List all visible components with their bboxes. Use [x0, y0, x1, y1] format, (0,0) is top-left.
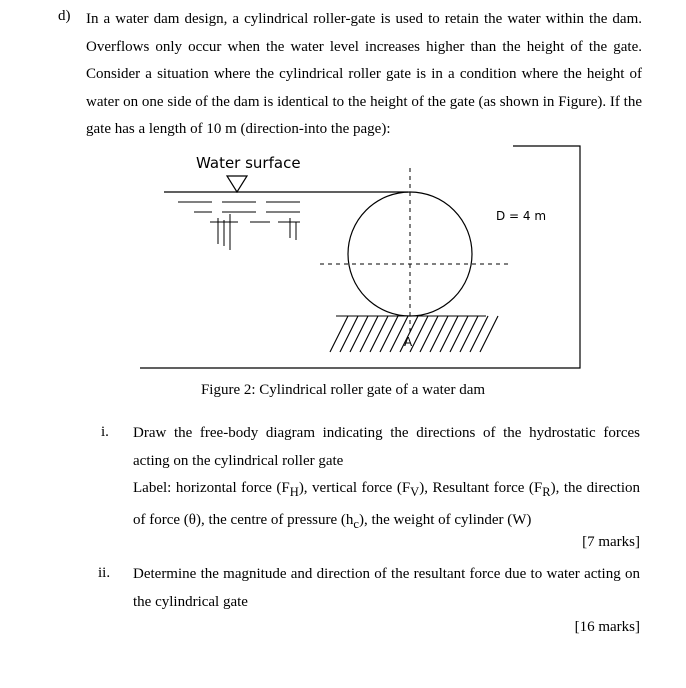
ground-hatch	[330, 316, 498, 352]
figure-caption: Figure 2: Cylindrical roller gate of a water dam	[200, 382, 486, 398]
water-surface-marker-icon	[227, 176, 247, 192]
subquestion-i-marks: [7 marks]	[582, 534, 640, 550]
question-label: d)	[58, 8, 71, 24]
water-surface-label: Water surface	[196, 154, 301, 172]
subquestion-ii-label: ii.	[98, 565, 111, 581]
question-text: In a water dam design, a cylindrical roller-gate is used to retain the water within the dam. Overflows only occur when the water level increases higher than the height of the gate. Consider a situation where the cylindrical roller gate is in a condition where the height of water on one side of the dam is identical to the height of the gate (as shown in Figure). If the gate has a length of 10 m (direction-into the page):	[86, 11, 642, 137]
water-depth-ticks	[218, 214, 296, 250]
water-hatch	[178, 202, 300, 222]
subquestion-i-line-2: Label: horizontal force $(F_H)$, vertical force $(F_V)$, Resultant force $(F_R)$, the direction of force (θ), the centre of pressure $(h_c)$, the weight of cylinder (W)	[133, 480, 640, 531]
dam-boundary	[140, 146, 580, 368]
point-a-label: A	[404, 335, 413, 349]
subquestion-ii-marks: [16 marks]	[574, 619, 640, 635]
roller-gate-figure	[140, 140, 585, 380]
diameter-label: D = 4 m	[496, 209, 547, 223]
subquestion-i-label: i.	[101, 424, 109, 440]
roller-gate-diagram	[140, 140, 585, 380]
subquestion-i-line-1: Draw the free-body diagram indicating the directions of the hydrostatic forces acting on the cylindrical roller gate	[133, 425, 640, 469]
subquestion-ii-text: Determine the magnitude and direction of the resultant force due to water acting on the cylindrical gate	[133, 566, 640, 610]
